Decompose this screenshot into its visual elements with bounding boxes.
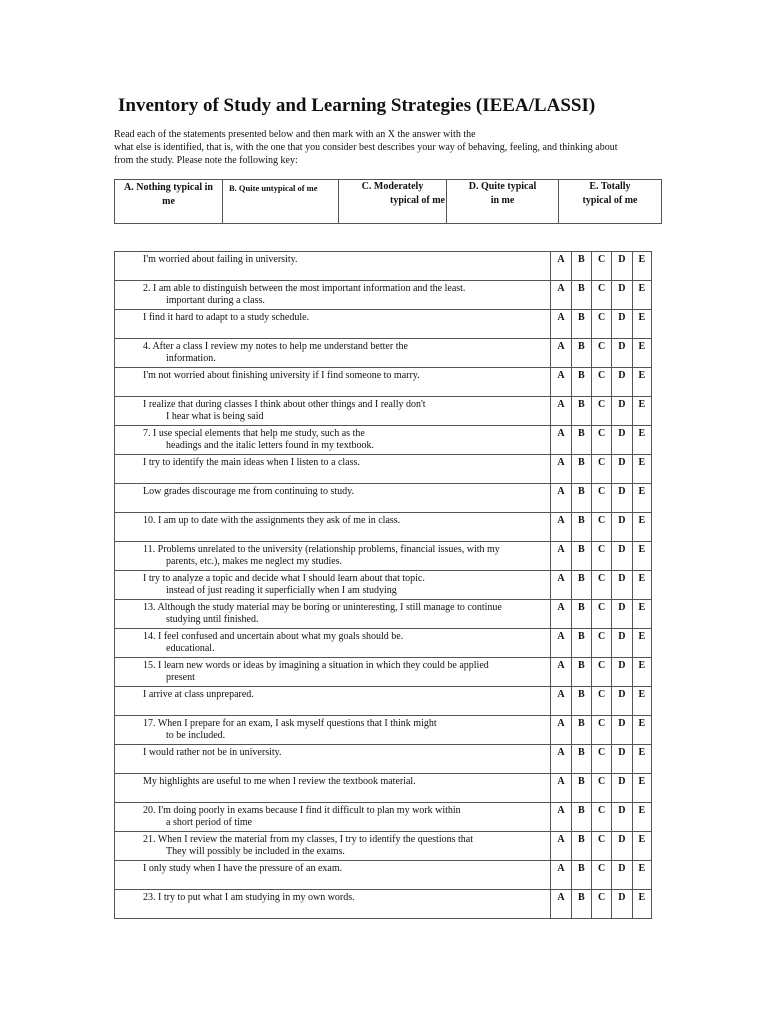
- answer-option-e[interactable]: E: [632, 861, 651, 890]
- key-c: C. Moderately typical of me: [339, 180, 447, 224]
- answer-option-a[interactable]: A: [551, 513, 571, 542]
- table-row: [115, 571, 652, 600]
- answer-option-c[interactable]: C: [591, 832, 611, 861]
- table-row: [115, 513, 652, 542]
- statement-text: Low grades discourage me from continuing to study.: [143, 486, 354, 497]
- answer-option-e[interactable]: E: [632, 600, 651, 629]
- questionnaire-table: [114, 251, 652, 919]
- answer-option-b[interactable]: B: [571, 513, 591, 542]
- table-row: [115, 890, 652, 919]
- answer-option-b[interactable]: B: [571, 745, 591, 774]
- statement-cell: [115, 803, 551, 832]
- table-row: [115, 774, 652, 803]
- answer-option-c[interactable]: C: [591, 774, 611, 803]
- statement-text-continued: They will possibly be included in the exams.: [166, 846, 345, 857]
- answer-option-a[interactable]: A: [551, 571, 571, 600]
- statement-cell: [115, 774, 551, 803]
- key-e: E. Totally typical of me: [559, 180, 662, 224]
- answer-option-d[interactable]: D: [612, 600, 632, 629]
- answer-option-c[interactable]: C: [591, 426, 611, 455]
- answer-option-b[interactable]: B: [571, 600, 591, 629]
- statement-cell: [115, 310, 551, 339]
- statement-text-continued: I hear what is being said: [166, 411, 264, 422]
- answer-option-a[interactable]: A: [551, 368, 571, 397]
- answer-option-a[interactable]: A: [551, 281, 571, 310]
- answer-option-c[interactable]: C: [591, 687, 611, 716]
- statement-cell: [115, 281, 551, 310]
- answer-option-d[interactable]: D: [612, 716, 632, 745]
- answer-option-d[interactable]: D: [612, 687, 632, 716]
- answer-option-d[interactable]: D: [612, 774, 632, 803]
- answer-option-d[interactable]: D: [612, 890, 632, 919]
- statement-text: 10. I am up to date with the assignments they ask of me in class.: [143, 515, 401, 526]
- statement-cell: [115, 368, 551, 397]
- statement-cell: [115, 745, 551, 774]
- statement-text-continued: headings and the italic letters found in my textbook.: [166, 440, 375, 451]
- statement-text: I'm worried about failing in university.: [143, 254, 298, 265]
- answer-option-a[interactable]: A: [551, 687, 571, 716]
- answer-option-c[interactable]: C: [591, 571, 611, 600]
- table-row: [115, 861, 652, 890]
- statement-text: I realize that during classes I think about other things and I really don't: [143, 399, 426, 410]
- answer-option-c[interactable]: C: [591, 658, 611, 687]
- answer-option-c[interactable]: C: [591, 397, 611, 426]
- answer-option-d[interactable]: D: [612, 455, 632, 484]
- answer-option-d[interactable]: D: [612, 426, 632, 455]
- table-row: [115, 687, 652, 716]
- answer-option-a[interactable]: A: [551, 484, 571, 513]
- answer-option-c[interactable]: C: [591, 252, 611, 281]
- answer-option-e[interactable]: E: [632, 484, 651, 513]
- answer-option-e[interactable]: E: [632, 774, 651, 803]
- statement-text-continued: important during a class.: [166, 295, 265, 306]
- statement-text: I would rather not be in university.: [143, 747, 282, 758]
- answer-option-a[interactable]: A: [551, 600, 571, 629]
- answer-option-d[interactable]: D: [612, 832, 632, 861]
- statement-text-continued: parents, etc.), makes me neglect my studies.: [166, 556, 343, 567]
- answer-option-b[interactable]: B: [571, 890, 591, 919]
- table-row: [115, 629, 652, 658]
- answer-option-c[interactable]: C: [591, 368, 611, 397]
- answer-option-c[interactable]: C: [591, 890, 611, 919]
- statement-cell: [115, 600, 551, 629]
- answer-option-b[interactable]: B: [571, 658, 591, 687]
- answer-option-d[interactable]: D: [612, 803, 632, 832]
- answer-option-c[interactable]: C: [591, 484, 611, 513]
- key-b: B. Quite untypical of me: [223, 180, 339, 224]
- statement-cell: [115, 890, 551, 919]
- answer-option-c[interactable]: C: [591, 281, 611, 310]
- statement-text: I find it hard to adapt to a study schedule.: [143, 312, 310, 323]
- answer-option-c[interactable]: C: [591, 745, 611, 774]
- statement-text: 7. I use special elements that help me study, such as the: [143, 428, 365, 439]
- answer-option-a[interactable]: A: [551, 716, 571, 745]
- answer-option-b[interactable]: B: [571, 687, 591, 716]
- table-row: [115, 281, 652, 310]
- answer-option-a[interactable]: A: [551, 310, 571, 339]
- answer-option-e[interactable]: E: [632, 281, 651, 310]
- answer-option-c[interactable]: C: [591, 455, 611, 484]
- statement-cell: [115, 629, 551, 658]
- page-title: Inventory of Study and Learning Strategies (IEEA/LASSI): [118, 95, 596, 116]
- statement-text: 2. I am able to distinguish between the most important information and the least.: [143, 283, 466, 294]
- answer-option-e[interactable]: E: [632, 542, 651, 571]
- answer-option-e[interactable]: E: [632, 455, 651, 484]
- statement-text-continued: to be included.: [166, 730, 226, 741]
- statement-text: 20. I'm doing poorly in exams because I find it difficult to plan my work within: [143, 805, 461, 816]
- answer-option-e[interactable]: E: [632, 310, 651, 339]
- instructions-line-3: from the study. Please note the following key:: [114, 155, 298, 166]
- statement-cell: [115, 716, 551, 745]
- table-row: [115, 716, 652, 745]
- statement-text: I arrive at class unprepared.: [143, 689, 254, 700]
- answer-option-d[interactable]: D: [612, 339, 632, 368]
- statement-cell: [115, 339, 551, 368]
- answer-option-b[interactable]: B: [571, 629, 591, 658]
- table-row: [115, 252, 652, 281]
- answer-option-a[interactable]: A: [551, 252, 571, 281]
- statement-cell: [115, 861, 551, 890]
- statement-cell: [115, 687, 551, 716]
- answer-option-c[interactable]: C: [591, 513, 611, 542]
- statement-text: I try to analyze a topic and decide what I should learn about that topic.: [143, 573, 425, 584]
- answer-option-d[interactable]: D: [612, 281, 632, 310]
- answer-option-d[interactable]: D: [612, 513, 632, 542]
- answer-option-b[interactable]: B: [571, 397, 591, 426]
- statement-text: I only study when I have the pressure of an exam.: [143, 863, 343, 874]
- table-row: [115, 832, 652, 861]
- table-row: [115, 745, 652, 774]
- answer-option-d[interactable]: D: [612, 861, 632, 890]
- statement-text: 4. After a class I review my notes to help me understand better the: [143, 341, 408, 352]
- answer-option-e[interactable]: E: [632, 687, 651, 716]
- answer-option-e[interactable]: E: [632, 252, 651, 281]
- answer-option-e[interactable]: E: [632, 339, 651, 368]
- table-row: [115, 368, 652, 397]
- answer-option-b[interactable]: B: [571, 252, 591, 281]
- statement-text: 21. When I review the material from my classes, I try to identify the questions that: [143, 834, 474, 845]
- table-row: [115, 600, 652, 629]
- statement-text-continued: studying until finished.: [166, 614, 259, 625]
- answer-option-a[interactable]: A: [551, 745, 571, 774]
- table-row: [115, 484, 652, 513]
- answer-option-d[interactable]: D: [612, 368, 632, 397]
- statement-text: 13. Although the study material may be boring or uninteresting, I still manage to continue: [143, 602, 502, 613]
- answer-option-c[interactable]: C: [591, 310, 611, 339]
- answer-option-e[interactable]: E: [632, 890, 651, 919]
- statement-text: 14. I feel confused and uncertain about what my goals should be.: [143, 631, 404, 642]
- instructions: [114, 128, 659, 167]
- statement-cell: [115, 484, 551, 513]
- answer-option-e[interactable]: E: [632, 513, 651, 542]
- answer-option-b[interactable]: B: [571, 368, 591, 397]
- answer-option-e[interactable]: E: [632, 716, 651, 745]
- answer-option-e[interactable]: E: [632, 832, 651, 861]
- answer-option-e[interactable]: E: [632, 397, 651, 426]
- answer-option-a[interactable]: A: [551, 803, 571, 832]
- statement-text-continued: information.: [166, 353, 216, 364]
- answer-option-b[interactable]: B: [571, 281, 591, 310]
- statement-text: 17. When I prepare for an exam, I ask myself questions that I think might: [143, 718, 437, 729]
- answer-option-b[interactable]: B: [571, 484, 591, 513]
- answer-key-table: [114, 179, 662, 224]
- statement-cell: [115, 542, 551, 571]
- answer-option-d[interactable]: D: [612, 658, 632, 687]
- answer-option-b[interactable]: B: [571, 426, 591, 455]
- statement-cell: [115, 455, 551, 484]
- answer-option-b[interactable]: B: [571, 571, 591, 600]
- statement-text: I'm not worried about finishing university if I find someone to marry.: [143, 370, 420, 381]
- table-row: [115, 455, 652, 484]
- answer-option-a[interactable]: A: [551, 339, 571, 368]
- statement-text-continued: educational.: [166, 643, 215, 654]
- statement-text-continued: present: [166, 672, 195, 683]
- answer-option-b[interactable]: B: [571, 803, 591, 832]
- answer-option-c[interactable]: C: [591, 861, 611, 890]
- answer-option-b[interactable]: B: [571, 455, 591, 484]
- answer-option-a[interactable]: A: [551, 455, 571, 484]
- table-row: [115, 426, 652, 455]
- key-a: A. Nothing typical in me: [115, 180, 223, 224]
- answer-option-d[interactable]: D: [612, 252, 632, 281]
- instructions-line-2: what else is identified, that is, with the one that you consider best describes your way of behaving, feeling, and thinking about: [114, 142, 618, 153]
- statement-cell: [115, 426, 551, 455]
- answer-option-d[interactable]: D: [612, 571, 632, 600]
- answer-option-e[interactable]: E: [632, 426, 651, 455]
- table-row: [115, 803, 652, 832]
- answer-option-b[interactable]: B: [571, 774, 591, 803]
- statement-cell: [115, 571, 551, 600]
- answer-option-b[interactable]: B: [571, 339, 591, 368]
- statement-text: My highlights are useful to me when I review the textbook material.: [143, 776, 416, 787]
- answer-option-a[interactable]: A: [551, 397, 571, 426]
- table-row: [115, 339, 652, 368]
- answer-option-c[interactable]: C: [591, 600, 611, 629]
- answer-option-b[interactable]: B: [571, 716, 591, 745]
- statement-cell: [115, 252, 551, 281]
- answer-option-a[interactable]: A: [551, 832, 571, 861]
- answer-option-d[interactable]: D: [612, 484, 632, 513]
- statement-text: 11. Problems unrelated to the university (relationship problems, financial issues, with my: [143, 544, 500, 555]
- answer-option-d[interactable]: D: [612, 397, 632, 426]
- answer-option-a[interactable]: A: [551, 658, 571, 687]
- statement-text-continued: instead of just reading it superficially when I am studying: [166, 585, 397, 596]
- answer-option-b[interactable]: B: [571, 832, 591, 861]
- answer-option-a[interactable]: A: [551, 426, 571, 455]
- answer-option-e[interactable]: E: [632, 803, 651, 832]
- statement-cell: [115, 832, 551, 861]
- answer-option-c[interactable]: C: [591, 542, 611, 571]
- answer-option-c[interactable]: C: [591, 629, 611, 658]
- answer-option-e[interactable]: E: [632, 658, 651, 687]
- statement-cell: [115, 397, 551, 426]
- answer-option-c[interactable]: C: [591, 716, 611, 745]
- answer-option-a[interactable]: A: [551, 629, 571, 658]
- table-row: [115, 658, 652, 687]
- instructions-line-1: Read each of the statements presented below and then mark with an X the answer with the: [114, 129, 476, 140]
- table-row: [115, 310, 652, 339]
- statement-text: 23. I try to put what I am studying in my own words.: [143, 892, 355, 903]
- answer-option-d[interactable]: D: [612, 745, 632, 774]
- answer-option-d[interactable]: D: [612, 542, 632, 571]
- answer-option-d[interactable]: D: [612, 310, 632, 339]
- table-row: [115, 542, 652, 571]
- answer-option-e[interactable]: E: [632, 571, 651, 600]
- answer-option-e[interactable]: E: [632, 745, 651, 774]
- key-d: D. Quite typical in me: [447, 180, 559, 224]
- answer-option-a[interactable]: A: [551, 861, 571, 890]
- answer-option-a[interactable]: A: [551, 890, 571, 919]
- statement-text: 15. I learn new words or ideas by imagining a situation in which they could be applied: [143, 660, 489, 671]
- table-row: [115, 397, 652, 426]
- answer-option-e[interactable]: E: [632, 629, 651, 658]
- statement-text: I try to identify the main ideas when I listen to a class.: [143, 457, 360, 468]
- answer-option-b[interactable]: B: [571, 542, 591, 571]
- statement-cell: [115, 513, 551, 542]
- answer-option-d[interactable]: D: [612, 629, 632, 658]
- answer-option-a[interactable]: A: [551, 774, 571, 803]
- answer-option-b[interactable]: B: [571, 310, 591, 339]
- answer-option-c[interactable]: C: [591, 339, 611, 368]
- answer-option-c[interactable]: C: [591, 803, 611, 832]
- answer-option-a[interactable]: A: [551, 542, 571, 571]
- statement-text-continued: a short period of time: [166, 817, 253, 828]
- answer-option-b[interactable]: B: [571, 861, 591, 890]
- answer-option-e[interactable]: E: [632, 368, 651, 397]
- statement-cell: [115, 658, 551, 687]
